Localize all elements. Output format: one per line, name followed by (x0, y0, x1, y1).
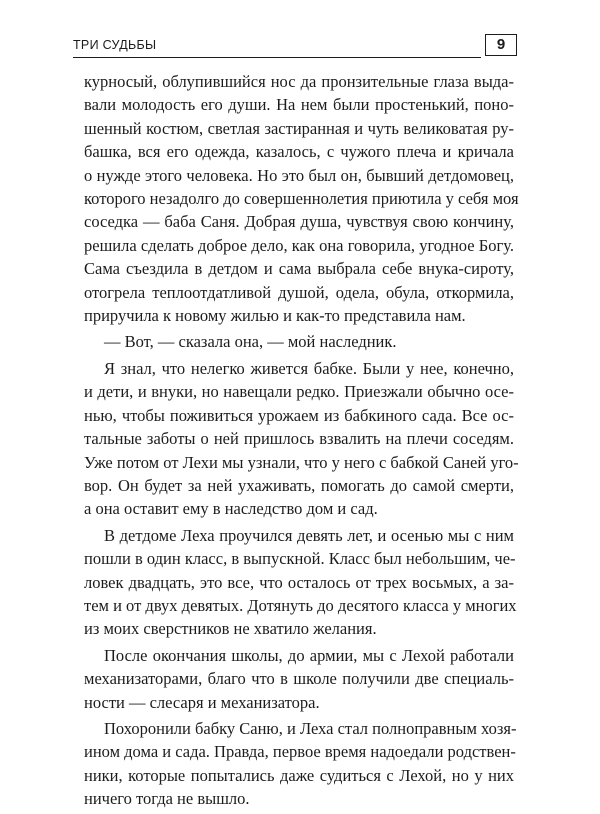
running-header (73, 34, 517, 60)
text-line: Сама съездила в детдом и сама выбрала себе внука-сироту, (84, 259, 514, 279)
text-line: о нужде этого человека. Но это был он, бывший детдомовец, (84, 165, 514, 185)
text-line: ники, которые попытались даже судиться с Лехой, но у них (84, 765, 514, 785)
text-line: пошли в один класс, в выпускной. Класс был небольшим, че- (84, 549, 516, 569)
paragraph (84, 717, 517, 811)
running-title: ТРИ СУДЬБЫ (73, 38, 157, 52)
text-line: шенный костюм, светлая застиранная и чуть великоватая ру- (84, 118, 514, 138)
body-text (84, 70, 519, 814)
paragraph (84, 70, 519, 327)
text-line: ловек двадцать, это все, что осталось от трех восьмых, а за- (84, 572, 514, 592)
text-line: и дети, и внуки, но навещали редко. Приезжали обычно осе- (84, 382, 514, 402)
text-line: приручила к новому жилью и как-то представила нам. (84, 306, 466, 326)
text-line: отогрела теплоотдатливой душой, одела, обула, откормила, (84, 282, 514, 302)
paragraph (84, 330, 514, 353)
text-line: решила сделать доброе дело, как она говорила, угодное Богу. (84, 235, 514, 255)
text-line: тем и от двух девятых. Дотянуть до десятого класса у многих (84, 595, 517, 615)
text-line: курносый, облупившийся нос да пронзительные глаза выда- (84, 72, 514, 91)
text-line: нью, чтобы поживиться урожаем из бабкиного сада. Все ос- (84, 405, 514, 425)
header-rule (73, 57, 481, 58)
text-line: механизаторами, благо что в школе получили две специаль- (84, 669, 514, 689)
text-line: После окончания школы, до армии, мы с Лехой работали (104, 645, 514, 665)
text-line: тальные заботы о ней пришлось взвалить на плечи соседям. (84, 429, 514, 449)
page-number: 9 (485, 34, 517, 56)
text-line: а она оставит ему в наследство дом и сад. (84, 499, 378, 519)
text-line: из моих сверстников не хватило желания. (84, 619, 377, 639)
text-line: которого незадолго до совершеннолетия приютила у себя моя (84, 189, 519, 209)
text-line: ности — слесаря и механизатора. (84, 692, 320, 712)
text-line: вали молодость его души. На нем были простенький, поно- (84, 95, 514, 115)
paragraph (84, 524, 517, 641)
text-line: ином дома и сада. Правда, первое время надоедали родствен- (84, 742, 516, 762)
text-line: Похоронили бабку Саню, и Леха стал полноправным хозя- (104, 718, 517, 738)
paragraph (84, 357, 519, 521)
text-line: ничего тогда не вышло. (84, 789, 250, 809)
text-line: башка, вся его одежда, казалось, с чужого плеча и кричала (84, 142, 514, 162)
text-line: вор. Он будет за ней ухаживать, помогать до самой смерти, (84, 475, 514, 495)
text-line: В детдоме Леха проучился девять лет, и осенью мы с ним (104, 525, 514, 545)
text-line: соседка — баба Саня. Добрая душа, чувствуя свою кончину, (84, 212, 514, 232)
text-line: Уже потом от Лехи мы узнали, что у него с бабкой Саней уго- (84, 452, 519, 472)
paragraph (84, 644, 514, 714)
text-line: — Вот, — сказала она, — мой наследник. (104, 332, 397, 352)
text-line: Я знал, что нелегко живется бабке. Были у нее, конечно, (104, 358, 514, 378)
